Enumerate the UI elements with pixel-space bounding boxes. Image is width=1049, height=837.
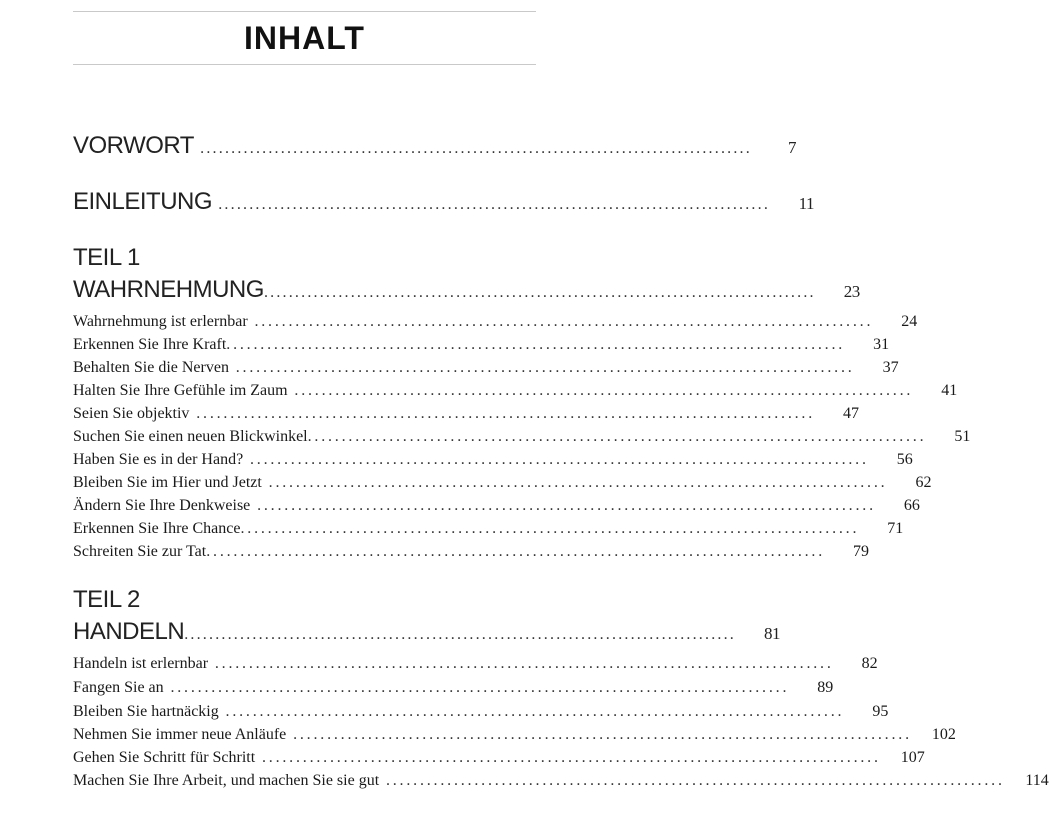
toc-chapter — [73, 543, 870, 561]
toc-chapter-title: Erkennen Sie Ihre Kraft — [73, 336, 227, 353]
dot-leader: ........................................................................................... — [307, 428, 927, 445]
dot-leader: ........................................................................................... — [261, 474, 888, 491]
toc-chapter-title: Wahrnehmung ist erlernbar — [73, 313, 248, 330]
toc-entry-title: HANDELN — [73, 618, 185, 645]
toc-chapter-page: 107 — [900, 749, 925, 766]
dot-leader: ........................................................................................... — [247, 313, 874, 330]
toc-chapter-page: 37 — [882, 359, 899, 376]
toc-chapter-page: 31 — [873, 336, 890, 353]
dot-leader: ........................................................................................... — [189, 405, 816, 422]
toc-chapter — [73, 359, 899, 377]
toc-entry-page: 7 — [787, 138, 796, 157]
dot-leader: ........................................................................................... — [255, 749, 881, 766]
top-rule — [73, 11, 536, 12]
toc-chapter-title: Bleiben Sie im Hier und Jetzt — [73, 474, 262, 491]
toc-part-entry — [73, 618, 781, 646]
toc-chapter-page: 41 — [941, 382, 958, 399]
toc-chapter-page: 56 — [896, 451, 913, 468]
page-title: INHALT — [244, 20, 365, 56]
dot-leader: ........................................................................................... — [218, 703, 845, 720]
toc-chapter-page: 79 — [853, 543, 870, 560]
toc-chapter — [73, 451, 913, 469]
toc-chapter-title: Handeln ist erlernbar — [73, 655, 209, 672]
part-label: TEIL 1 — [73, 244, 140, 271]
toc-chapter-page: 47 — [843, 405, 860, 422]
toc-chapter-title: Ändern Sie Ihre Denkweise — [73, 497, 251, 514]
toc-chapter — [73, 749, 925, 767]
dot-leader: ........................................................................................... — [226, 336, 846, 353]
toc-chapter-title: Machen Sie Ihre Arbeit, und machen Sie sie gut — [73, 772, 380, 789]
toc-entry-title: WAHRNEHMUNG — [73, 276, 264, 303]
toc-chapter — [73, 520, 904, 538]
dot-leader: ........................................................................................... — [208, 655, 834, 672]
dot-leader: ........................................................................................... — [206, 543, 826, 560]
toc-chapter-title: Gehen Sie Schritt für Schritt — [73, 749, 256, 766]
toc-chapter — [73, 405, 860, 423]
dot-leader: ........................................................................................... — [228, 359, 855, 376]
toc-chapter-title: Schreiten Sie zur Tat — [73, 543, 207, 560]
toc-chapter-page: 114 — [1025, 772, 1049, 789]
toc-chapter — [73, 474, 932, 492]
toc-chapter-page: 51 — [954, 428, 971, 445]
toc-chapter-page: 89 — [817, 679, 834, 696]
dot-leader: ........................................................................................... — [243, 451, 869, 468]
toc-chapter-title: Erkennen Sie Ihre Chance — [73, 520, 241, 537]
dot-leader: ........................................................................................... — [286, 726, 912, 743]
toc-entry-title: EINLEITUNG — [73, 188, 213, 215]
toc-chapter-title: Bleiben Sie hartnäckig — [73, 703, 219, 720]
toc-chapter — [73, 336, 890, 354]
toc-chapter-page: 24 — [901, 313, 918, 330]
toc-chapter-title: Seien Sie objektiv — [73, 405, 190, 422]
toc-chapter-page: 71 — [887, 520, 904, 537]
toc-chapter-page: 66 — [903, 497, 920, 514]
toc-entry-page: 81 — [764, 624, 781, 643]
toc-entry-page: 23 — [843, 282, 860, 301]
dot-leader: ......................................................................................... — [193, 140, 752, 157]
toc-entry-page: 11 — [798, 194, 815, 213]
toc-entry-title: VORWORT — [73, 132, 194, 159]
toc-chapter — [73, 726, 956, 744]
toc-entry-einleitung — [73, 188, 815, 216]
dot-leader: ......................................................................................... — [212, 196, 771, 213]
toc-chapter — [73, 382, 958, 400]
toc-chapter — [73, 428, 971, 446]
dot-leader: ........................................................................................... — [163, 679, 790, 696]
toc-chapter — [73, 772, 1049, 790]
toc-chapter-title: Haben Sie es in der Hand? — [73, 451, 244, 468]
toc-chapter-title: Halten Sie Ihre Gefühle im Zaum — [73, 382, 288, 399]
dot-leader: ........................................................................................... — [379, 772, 1005, 789]
toc-chapter-title: Nehmen Sie immer neue Anläufe — [73, 726, 287, 743]
toc-chapter-title: Suchen Sie einen neuen Blickwinkel — [73, 428, 308, 445]
dot-leader: ........................................................................................... — [287, 382, 914, 399]
toc-chapter — [73, 497, 920, 515]
dot-leader: ........................................................................................... — [240, 520, 860, 537]
toc-entry-vorwort — [73, 132, 796, 160]
toc-chapter-page: 95 — [872, 703, 889, 720]
toc-chapter-title: Fangen Sie an — [73, 679, 164, 696]
toc-chapter — [73, 679, 834, 697]
dot-leader: ......................................................................................... — [263, 284, 816, 301]
toc-part-entry — [73, 276, 860, 304]
toc-chapter — [73, 703, 889, 721]
title-rule — [73, 64, 536, 65]
dot-leader: ........................................................................................... — [250, 497, 876, 514]
toc-chapter-title: Behalten Sie die Nerven — [73, 359, 229, 376]
toc-chapter — [73, 313, 918, 331]
toc-chapter — [73, 655, 878, 673]
toc-chapter-page: 82 — [861, 655, 878, 672]
toc-chapter-page: 62 — [915, 474, 932, 491]
toc-chapter-page: 102 — [931, 726, 956, 743]
part-label: TEIL 2 — [73, 586, 140, 613]
dot-leader: ......................................................................................... — [184, 626, 737, 643]
